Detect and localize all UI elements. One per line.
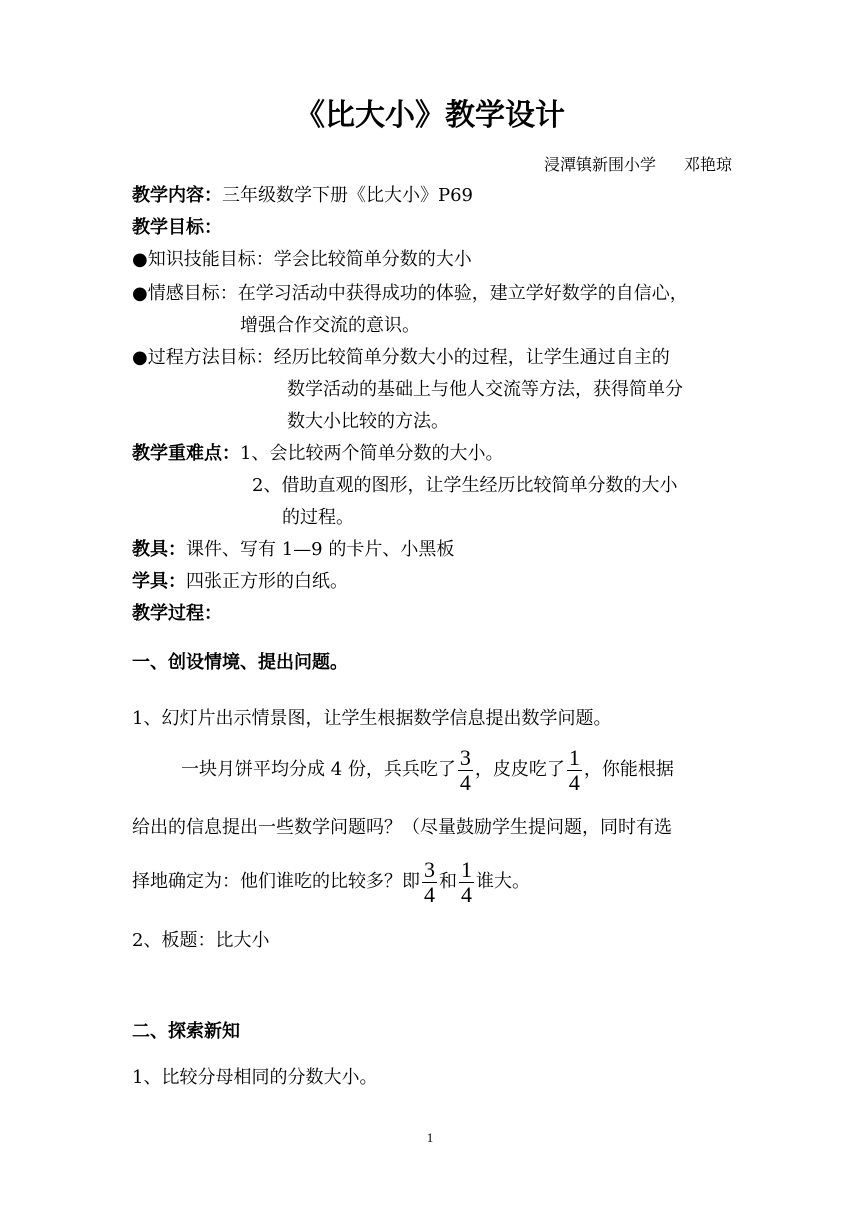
fraction-three-quarters — [458, 746, 473, 795]
fraction-numerator: 3 — [424, 856, 435, 882]
fraction-numerator: 1 — [568, 744, 580, 770]
section1-paragraph-line1 — [181, 744, 674, 796]
section1-item2: 2、板题：比大小 — [132, 930, 270, 951]
fraction-one-quarter — [567, 746, 582, 795]
page-number: 1 — [426, 1130, 434, 1145]
fraction-one-quarter — [459, 858, 474, 907]
keypoints-label: 教学重难点： — [132, 443, 240, 464]
process-label: 教学过程： — [132, 603, 222, 624]
section2-heading: 二、探索新知 — [132, 1021, 240, 1042]
student-tools-label: 学具： — [132, 571, 186, 592]
fraction-denominator: 4 — [459, 769, 471, 795]
para-line3-text-b: 和 — [439, 871, 457, 892]
author-school: 浸潭镇新围小学 — [543, 155, 656, 174]
tools-text: 课件、写有 1—9 的卡片、小黑板 — [186, 539, 455, 560]
tools-line — [132, 537, 454, 563]
fraction-three-quarters — [422, 858, 437, 907]
author-name: 邓艳琼 — [683, 155, 732, 174]
tools-label: 教具： — [132, 539, 186, 560]
para-text-b: ，皮皮吃了 — [474, 759, 565, 780]
student-tools-line — [132, 569, 348, 595]
keypoints-line1 — [132, 441, 503, 467]
fraction-denominator: 4 — [568, 769, 580, 795]
goals-label: 教学目标： — [132, 217, 222, 238]
fraction-denominator: 4 — [461, 881, 472, 907]
goal-knowledge: ●知识技能目标：学会比较简单分数的大小 — [132, 249, 472, 270]
keypoint-1: 1、会比较两个简单分数的大小。 — [240, 443, 504, 464]
goal-emotion-line2: 增强合作交流的意识。 — [240, 315, 420, 336]
content-text: 三年级数学下册《比大小》P69 — [222, 185, 474, 206]
section1-paragraph-line2: 给出的信息提出一些数学问题吗？（尽量鼓励学生提问题，同时有选 — [132, 817, 672, 838]
author-line — [544, 153, 732, 177]
fraction-denominator: 4 — [424, 881, 435, 907]
section2-item1: 1、比较分母相同的分数大小。 — [132, 1067, 378, 1088]
section1-paragraph-line3 — [132, 856, 530, 908]
goal-process-line2: 数学活动的基础上与他人交流等方法，获得简单分 — [287, 379, 683, 400]
fraction-numerator: 1 — [461, 856, 472, 882]
para-text-c: ，你能根据 — [583, 759, 674, 780]
content-line — [132, 183, 473, 209]
section1-heading: 一、创设情境、提出问题。 — [132, 652, 348, 673]
para-line3-text-c: 谁大。 — [476, 871, 530, 892]
section1-item1: 1、幻灯片出示情景图，让学生根据数学信息提出数学问题。 — [132, 708, 612, 729]
keypoint-2-line2: 的过程。 — [282, 507, 354, 528]
student-tools-text: 四张正方形的白纸。 — [186, 571, 348, 592]
keypoint-2-line1: 2、借助直观的图形，让学生经历比较简单分数的大小 — [252, 475, 678, 496]
para-line3-text-a: 择地确定为：他们谁吃的比较多？即 — [132, 871, 420, 892]
document-title: 《比大小》教学设计 — [295, 98, 565, 133]
goal-process-line1: ●过程方法目标：经历比较简单分数大小的过程，让学生通过自主的 — [132, 347, 670, 368]
content-label: 教学内容： — [132, 185, 222, 206]
para-text-a: 一块月饼平均分成 4 份，兵兵吃了 — [181, 759, 456, 780]
goal-emotion-line1: ●情感目标：在学习活动中获得成功的体验，建立学好数学的自信心， — [132, 283, 688, 304]
goal-process-line3: 数大小比较的方法。 — [287, 411, 449, 432]
fraction-numerator: 3 — [459, 744, 471, 770]
